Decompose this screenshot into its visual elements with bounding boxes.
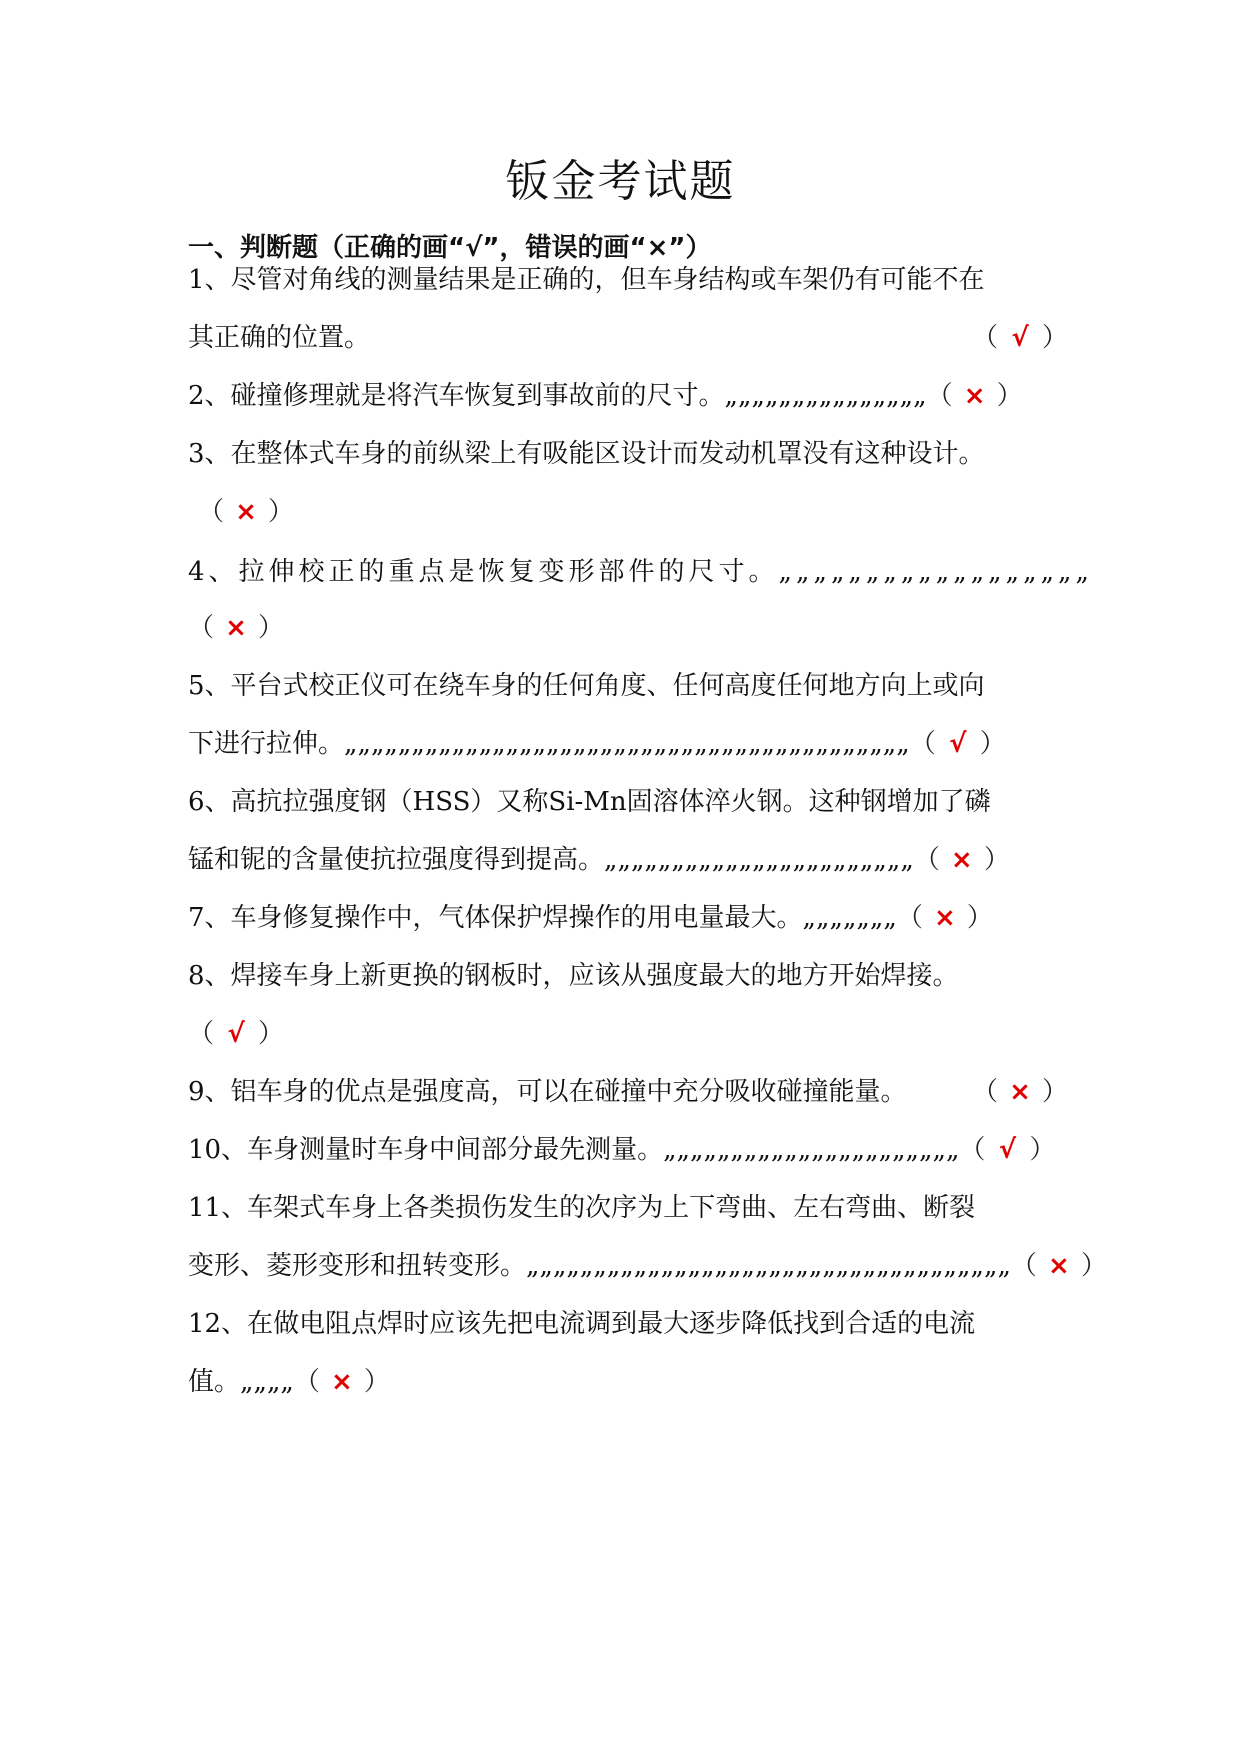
question-9-line-1: 9、铝车身的优点是强度高，可以在碰撞中充分吸收碰撞能量。 （ × ） bbox=[188, 1072, 1068, 1112]
question-4-line-2 bbox=[188, 608, 1068, 648]
answer-box: （ × ） bbox=[1011, 1246, 1107, 1286]
answer-box: （ √ ） bbox=[959, 1130, 1055, 1170]
answer-box: （ × ） bbox=[972, 1072, 1068, 1112]
answer-box: （ × ） bbox=[188, 608, 284, 648]
answer-box: （ √ ） bbox=[910, 724, 1006, 764]
question-6-line-2: 锰和铌的含量使抗拉强度得到提高。„„„„„„„„„„„„„„„„„„„„„„„（ × ） bbox=[188, 840, 1068, 880]
answer-check-mark: √ bbox=[998, 1135, 1017, 1165]
answer-check-mark: √ bbox=[1011, 323, 1029, 353]
answer-box: （ × ） bbox=[294, 1362, 390, 1402]
question-6-line-1: 6、高抗拉强度钢（HSS）又称Si-Mn固溶体淬火钢。这种钢增加了磷 bbox=[188, 787, 991, 817]
question-5-line-1: 5、平台式校正仪可在绕车身的任何角度、任何高度任何地方向上或向 bbox=[188, 671, 985, 701]
answer-check-mark: √ bbox=[949, 729, 967, 759]
answer-cross-mark: × bbox=[963, 381, 986, 411]
question-8-line-2 bbox=[188, 1014, 1068, 1054]
answer-box: （ × ） bbox=[897, 898, 993, 938]
answer-cross-mark: × bbox=[225, 613, 247, 643]
question-11-line-1: 11、车架式车身上各类损伤发生的次序为上下弯曲、左右弯曲、断裂 bbox=[188, 1193, 976, 1223]
answer-check-mark: √ bbox=[227, 1019, 245, 1049]
question-3-line-2 bbox=[198, 492, 1078, 532]
answer-box: （ √ ） bbox=[972, 318, 1068, 358]
answer-cross-mark: × bbox=[933, 903, 956, 933]
answer-box: （ × ） bbox=[198, 492, 294, 532]
question-12-line-2: 值。„„„„（ × ） bbox=[188, 1362, 1068, 1402]
answer-cross-mark: × bbox=[1009, 1077, 1031, 1107]
question-7-line-1: 7、车身修复操作中，气体保护焊操作的用电量最大。„„„„„„„（ × ） bbox=[188, 898, 1068, 938]
document-title: 钣金考试题 bbox=[505, 156, 736, 207]
answer-cross-mark: × bbox=[331, 1367, 353, 1397]
question-2-line-1: 2、碰撞修理就是将汽车恢复到事故前的尺寸。„„„„„„„„„„„„„„„（ × ） bbox=[188, 376, 1068, 416]
answer-box: （ √ ） bbox=[188, 1014, 284, 1054]
question-3-line-1: 3、在整体式车身的前纵梁上有吸能区设计而发动机罩没有这种设计。 bbox=[188, 439, 985, 469]
question-11-line-2: 变形、菱形变形和扭转变形。„„„„„„„„„„„„„„„„„„„„„„„„„„„„„„„„„„„„（ × ） bbox=[188, 1246, 1068, 1286]
question-10-line-1: 10、车身测量时车身中间部分最先测量。„„„„„„„„„„„„„„„„„„„„„„（ √ ） bbox=[188, 1130, 1068, 1170]
question-12-line-1: 12、在做电阻点焊时应该先把电流调到最大逐步降低找到合适的电流 bbox=[188, 1309, 976, 1339]
question-1-line-1: 1、尽管对角线的测量结果是正确的，但车身结构或车架仍有可能不在 bbox=[188, 265, 985, 295]
answer-cross-mark: × bbox=[950, 845, 973, 875]
answer-box: （ × ） bbox=[927, 376, 1023, 416]
answer-box: （ × ） bbox=[914, 840, 1010, 880]
question-5-line-2: 下进行拉伸。„„„„„„„„„„„„„„„„„„„„„„„„„„„„„„„„„„„„„„„„„„（ √ ） bbox=[188, 724, 1068, 764]
question-1-line-2: 其正确的位置。 （ √ ） bbox=[188, 318, 1068, 358]
question-8-line-1: 8、焊接车身上新更换的钢板时，应该从强度最大的地方开始焊接。 bbox=[188, 961, 959, 991]
answer-cross-mark: × bbox=[235, 497, 257, 527]
section-heading: 一、判断题（正确的画“√”，错误的画“×”） bbox=[188, 233, 712, 263]
question-4-line-1: 4、拉伸校正的重点是恢复变形部件的尺寸。„„„„„„„„„„„„„„„„„„ bbox=[188, 557, 1093, 587]
answer-cross-mark: × bbox=[1048, 1251, 1070, 1281]
